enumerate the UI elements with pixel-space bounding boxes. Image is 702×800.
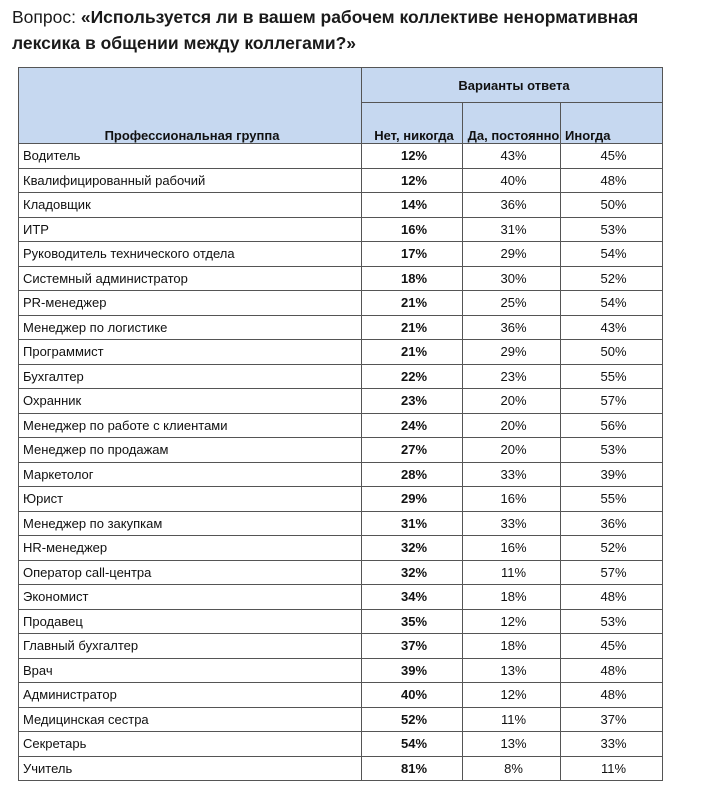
cell-never: 28% xyxy=(362,462,463,487)
cell-always: 23% xyxy=(463,364,561,389)
cell-sometimes: 54% xyxy=(561,242,663,267)
cell-always: 11% xyxy=(463,560,561,585)
cell-group: PR-менеджер xyxy=(19,291,362,316)
cell-group: Водитель xyxy=(19,144,362,169)
cell-always: 31% xyxy=(463,217,561,242)
cell-always: 11% xyxy=(463,707,561,732)
cell-never: 16% xyxy=(362,217,463,242)
header-sometimes: Иногда xyxy=(561,103,663,144)
table-row xyxy=(19,217,663,242)
table-row xyxy=(19,291,663,316)
cell-never: 18% xyxy=(362,266,463,291)
table-row xyxy=(19,585,663,610)
cell-group: Руководитель технического отдела xyxy=(19,242,362,267)
cell-sometimes: 43% xyxy=(561,315,663,340)
cell-always: 25% xyxy=(463,291,561,316)
cell-sometimes: 36% xyxy=(561,511,663,536)
cell-group: Менеджер по работе с клиентами xyxy=(19,413,362,438)
cell-group: Менеджер по логистике xyxy=(19,315,362,340)
cell-group: Оператор call-центра xyxy=(19,560,362,585)
header-never: Нет, никогда xyxy=(362,103,463,144)
cell-sometimes: 57% xyxy=(561,560,663,585)
table-row xyxy=(19,536,663,561)
cell-never: 27% xyxy=(362,438,463,463)
cell-always: 43% xyxy=(463,144,561,169)
cell-always: 33% xyxy=(463,511,561,536)
cell-always: 12% xyxy=(463,683,561,708)
cell-always: 12% xyxy=(463,609,561,634)
table-row xyxy=(19,511,663,536)
header-professional-group: Профессиональная группа xyxy=(19,68,362,144)
cell-group: Квалифицированный рабочий xyxy=(19,168,362,193)
cell-always: 20% xyxy=(463,389,561,414)
table-row xyxy=(19,756,663,781)
cell-never: 14% xyxy=(362,193,463,218)
cell-sometimes: 50% xyxy=(561,193,663,218)
table-row xyxy=(19,487,663,512)
cell-group: Экономист xyxy=(19,585,362,610)
header-always: Да, постоянно xyxy=(463,103,561,144)
cell-group: Юрист xyxy=(19,487,362,512)
cell-always: 30% xyxy=(463,266,561,291)
cell-sometimes: 55% xyxy=(561,487,663,512)
table-row xyxy=(19,707,663,732)
cell-sometimes: 53% xyxy=(561,217,663,242)
header-answer-variants: Варианты ответа xyxy=(362,68,663,103)
cell-always: 40% xyxy=(463,168,561,193)
cell-never: 40% xyxy=(362,683,463,708)
cell-sometimes: 48% xyxy=(561,658,663,683)
table-row xyxy=(19,364,663,389)
table-row xyxy=(19,168,663,193)
cell-never: 17% xyxy=(362,242,463,267)
table-row xyxy=(19,193,663,218)
cell-group: Менеджер по закупкам xyxy=(19,511,362,536)
cell-sometimes: 33% xyxy=(561,732,663,757)
cell-sometimes: 45% xyxy=(561,634,663,659)
table-row xyxy=(19,732,663,757)
cell-never: 21% xyxy=(362,315,463,340)
cell-never: 52% xyxy=(362,707,463,732)
cell-always: 29% xyxy=(463,340,561,365)
cell-always: 16% xyxy=(463,536,561,561)
cell-group: ИТР xyxy=(19,217,362,242)
cell-sometimes: 55% xyxy=(561,364,663,389)
cell-never: 21% xyxy=(362,291,463,316)
cell-never: 34% xyxy=(362,585,463,610)
cell-never: 31% xyxy=(362,511,463,536)
cell-never: 81% xyxy=(362,756,463,781)
table-row xyxy=(19,315,663,340)
cell-never: 23% xyxy=(362,389,463,414)
table-row xyxy=(19,438,663,463)
table-row xyxy=(19,340,663,365)
table-row xyxy=(19,560,663,585)
cell-always: 36% xyxy=(463,193,561,218)
cell-group: Администратор xyxy=(19,683,362,708)
table-row xyxy=(19,413,663,438)
cell-always: 29% xyxy=(463,242,561,267)
table-row xyxy=(19,242,663,267)
cell-group: Охранник xyxy=(19,389,362,414)
cell-group: HR-менеджер xyxy=(19,536,362,561)
cell-always: 20% xyxy=(463,438,561,463)
table-row xyxy=(19,683,663,708)
cell-always: 16% xyxy=(463,487,561,512)
table-row xyxy=(19,266,663,291)
cell-never: 24% xyxy=(362,413,463,438)
cell-sometimes: 39% xyxy=(561,462,663,487)
cell-never: 12% xyxy=(362,168,463,193)
table-row xyxy=(19,634,663,659)
cell-always: 13% xyxy=(463,658,561,683)
cell-never: 22% xyxy=(362,364,463,389)
cell-group: Главный бухгалтер xyxy=(19,634,362,659)
cell-sometimes: 11% xyxy=(561,756,663,781)
cell-always: 18% xyxy=(463,585,561,610)
cell-sometimes: 53% xyxy=(561,609,663,634)
cell-sometimes: 57% xyxy=(561,389,663,414)
table-row xyxy=(19,144,663,169)
cell-always: 36% xyxy=(463,315,561,340)
cell-never: 29% xyxy=(362,487,463,512)
question-heading xyxy=(12,4,696,56)
cell-group: Системный администратор xyxy=(19,266,362,291)
cell-sometimes: 45% xyxy=(561,144,663,169)
table-row xyxy=(19,658,663,683)
cell-group: Врач xyxy=(19,658,362,683)
cell-sometimes: 48% xyxy=(561,168,663,193)
cell-group: Программист xyxy=(19,340,362,365)
cell-group: Бухгалтер xyxy=(19,364,362,389)
cell-never: 39% xyxy=(362,658,463,683)
cell-group: Маркетолог xyxy=(19,462,362,487)
table-row xyxy=(19,609,663,634)
cell-group: Кладовщик xyxy=(19,193,362,218)
cell-always: 33% xyxy=(463,462,561,487)
cell-never: 21% xyxy=(362,340,463,365)
cell-sometimes: 54% xyxy=(561,291,663,316)
cell-sometimes: 37% xyxy=(561,707,663,732)
question-text: «Используется ли в вашем рабочем коллективе ненормативная лексика в общении между коллегами?» xyxy=(12,7,639,53)
cell-never: 32% xyxy=(362,536,463,561)
cell-sometimes: 52% xyxy=(561,536,663,561)
cell-sometimes: 48% xyxy=(561,683,663,708)
cell-group: Учитель xyxy=(19,756,362,781)
cell-sometimes: 50% xyxy=(561,340,663,365)
table-row xyxy=(19,389,663,414)
cell-always: 8% xyxy=(463,756,561,781)
cell-sometimes: 56% xyxy=(561,413,663,438)
cell-never: 35% xyxy=(362,609,463,634)
cell-always: 18% xyxy=(463,634,561,659)
cell-group: Медицинская сестра xyxy=(19,707,362,732)
cell-sometimes: 48% xyxy=(561,585,663,610)
cell-always: 13% xyxy=(463,732,561,757)
cell-always: 20% xyxy=(463,413,561,438)
cell-group: Продавец xyxy=(19,609,362,634)
cell-never: 32% xyxy=(362,560,463,585)
cell-group: Секретарь xyxy=(19,732,362,757)
cell-group: Менеджер по продажам xyxy=(19,438,362,463)
cell-never: 54% xyxy=(362,732,463,757)
cell-sometimes: 53% xyxy=(561,438,663,463)
table-row xyxy=(19,462,663,487)
table-body xyxy=(19,144,663,781)
question-label: Вопрос: xyxy=(12,7,76,27)
cell-never: 37% xyxy=(362,634,463,659)
survey-results-table xyxy=(18,67,663,781)
cell-never: 12% xyxy=(362,144,463,169)
cell-sometimes: 52% xyxy=(561,266,663,291)
